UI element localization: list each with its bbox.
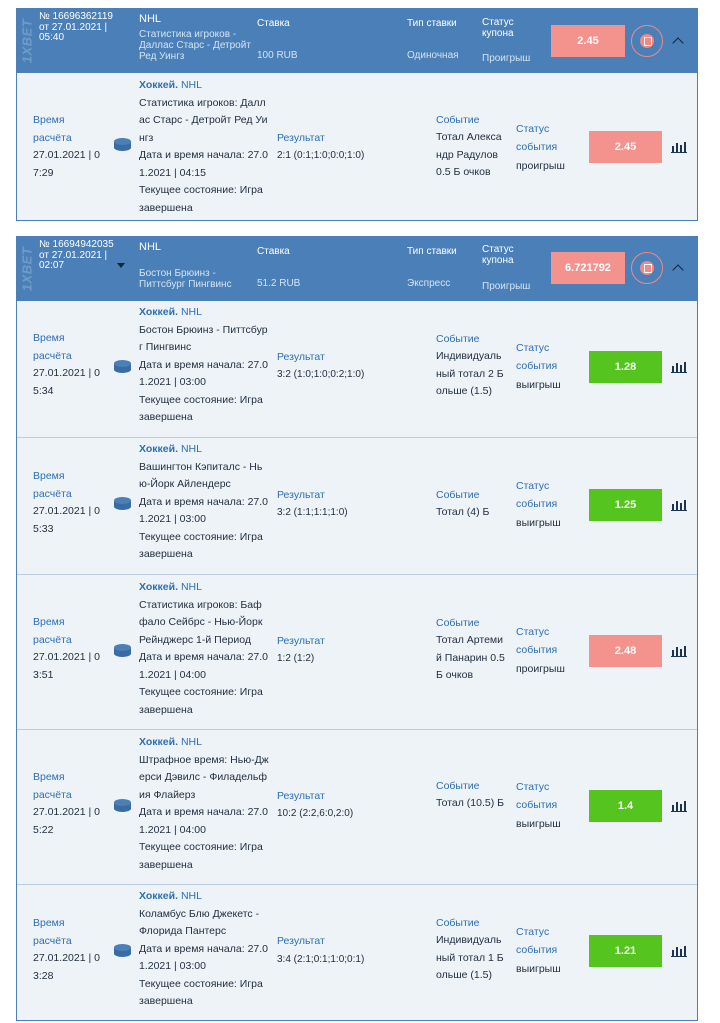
coupon-league: NHL: [139, 241, 162, 253]
result-value: 3:2 (1:0;1:0;0:2;1:0): [277, 369, 365, 380]
event-info: [139, 441, 269, 564]
coupon-total-odd: 6.721792: [551, 252, 625, 284]
stake-value: 51.2 RUB: [257, 278, 301, 289]
stats-chart-icon[interactable]: [671, 945, 687, 957]
event-status-value: выигрыш: [516, 517, 561, 529]
sport-name: Хоккей.: [139, 306, 179, 318]
trash-icon: [640, 34, 654, 48]
start-value: 27.01.2021 | 03:00: [139, 942, 268, 972]
events-list: [17, 73, 697, 220]
bet-type-label: Тип ставки: [407, 18, 457, 29]
event-row: [17, 574, 697, 729]
sport-name: Хоккей.: [139, 581, 179, 593]
state-value: Игра завершена: [139, 686, 263, 716]
bet-name: Тотал Артемий Панарин 0.5 Б очков: [436, 634, 505, 681]
match-name: Бостон Брюинз - Питтсбург Пингвинс: [139, 323, 268, 353]
event-status-label: Статус события: [516, 626, 558, 656]
bet-name: Индивидуальный тотал 1 Больше (1.5): [436, 934, 504, 981]
event-status-label: Статус события: [516, 926, 558, 956]
start-value: 27.01.2021 | 03:00: [139, 495, 268, 525]
result-label: Результат: [277, 351, 325, 363]
puck-icon: [114, 799, 131, 812]
state-value: Игра завершена: [139, 841, 263, 871]
result-label: Результат: [277, 935, 325, 947]
time-label: Время расчёта: [33, 616, 72, 646]
league-link[interactable]: NHL: [180, 443, 202, 455]
event-row: [17, 884, 697, 1020]
event-label: Событие: [436, 114, 480, 126]
event-status-value: проигрыш: [516, 160, 565, 172]
trash-icon: [640, 261, 654, 275]
stake-value: 100 RUB: [257, 50, 298, 61]
stats-chart-icon[interactable]: [671, 361, 687, 373]
state: [139, 976, 269, 1011]
delete-button[interactable]: [631, 252, 663, 284]
bet-name: Индивидуальный тотал 2 Больше (1.5): [436, 350, 504, 397]
puck-icon: [114, 497, 131, 510]
time-value: 27.01.2021 | 07:29: [33, 149, 100, 179]
stake-label: Ставка: [257, 18, 290, 29]
event-info: [139, 734, 269, 874]
bet-type-label: Тип ставки: [407, 246, 457, 257]
start-prefix: Дата и время начала:: [139, 651, 248, 663]
state-value: Игра завершена: [139, 977, 263, 1007]
time-label: Время расчёта: [33, 771, 72, 801]
brand-text: 1XBET: [19, 18, 35, 64]
state-prefix: Текущее состояние:: [139, 530, 240, 543]
time-label: Время расчёта: [33, 332, 72, 362]
sport-name: Хоккей.: [139, 736, 179, 748]
state-prefix: Текущее состояние:: [139, 393, 240, 406]
state-value: Игра завершена: [139, 393, 263, 423]
league-link[interactable]: NHL: [180, 306, 202, 318]
event-row: [17, 73, 697, 220]
event-odd: 2.45: [589, 131, 662, 163]
start-prefix: Дата и время начала:: [139, 358, 248, 371]
start-prefix: Дата и время начала:: [139, 942, 248, 955]
match-name: Статистика игроков: Даллас Старс - Детройт Ред Уингз: [139, 96, 268, 144]
start-value: 27.01.2021 | 03:00: [139, 358, 268, 388]
coupon-league: NHL: [139, 13, 162, 25]
puck-icon: [114, 138, 131, 151]
result-value: 10:2 (2:2,6:0,2:0): [277, 808, 354, 819]
event-odd: 1.28: [589, 351, 662, 383]
events-list: [17, 301, 697, 1020]
start-prefix: Дата и время начала:: [139, 149, 248, 161]
coupon-number: № 16696362119 от 27.01.2021 | 05:40: [39, 11, 113, 43]
coupon-status-label: Статус купона: [482, 17, 514, 39]
league-link[interactable]: NHL: [180, 79, 202, 91]
event-info: [139, 579, 269, 719]
brand-text: 1XBET: [19, 246, 35, 292]
brand-watermark: [17, 9, 37, 73]
caret-down-icon[interactable]: [117, 263, 125, 268]
coupon-header[interactable]: [17, 237, 697, 301]
sport-name: Хоккей.: [139, 890, 179, 902]
result-value: 2:1 (0:1;1:0;0:0;1:0): [277, 150, 365, 161]
result-label: Результат: [277, 132, 325, 144]
time-value: 27.01.2021 | 03:51: [33, 651, 100, 681]
event-status-value: выигрыш: [516, 963, 561, 975]
stats-chart-icon[interactable]: [671, 141, 687, 153]
match-name: Коламбус Блю Джекетс - Флорида Пантерс: [139, 907, 260, 937]
coupon-card: [16, 236, 698, 1021]
event-row: [17, 729, 697, 884]
event-info: [139, 888, 269, 1011]
state-value: Игра завершена: [139, 530, 263, 560]
chevron-up-icon[interactable]: [671, 261, 685, 275]
event-row: [17, 301, 697, 437]
state: [139, 529, 269, 564]
event-label: Событие: [436, 489, 480, 501]
start-time: [139, 649, 269, 684]
start-time: [139, 494, 269, 529]
state: [139, 839, 269, 874]
stats-chart-icon[interactable]: [671, 645, 687, 657]
start-prefix: Дата и время начала:: [139, 806, 248, 818]
state: [139, 182, 269, 217]
event-label: Событие: [436, 333, 480, 345]
coupon-number: № 16694942035 от 27.01.2021 | 02:07: [39, 239, 114, 271]
start-value: 27.01.2021 | 04:00: [139, 806, 268, 836]
puck-icon: [114, 644, 131, 657]
event-status-label: Статус события: [516, 781, 558, 811]
start-time: [139, 941, 269, 976]
result-label: Результат: [277, 489, 325, 501]
coupon-status-label: Статус купона: [482, 244, 514, 266]
stats-chart-icon[interactable]: [671, 499, 687, 511]
state: [139, 392, 269, 427]
stake-label: Ставка: [257, 246, 290, 257]
coupon-status-value: Проигрыш: [482, 53, 531, 64]
time-label: Время расчёта: [33, 114, 72, 144]
start-prefix: Дата и время начала:: [139, 495, 248, 508]
event-label: Событие: [436, 917, 480, 929]
bet-name: Тотал Александр Радулов 0.5 Б очков: [436, 131, 502, 178]
league-link[interactable]: NHL: [180, 736, 202, 748]
bet-type-value: Одиночная: [407, 50, 459, 61]
coupon-header[interactable]: [17, 9, 697, 73]
event-row: [17, 437, 697, 574]
event-odd: 1.25: [589, 489, 662, 521]
bet-type-value: Экспресс: [407, 278, 451, 289]
league-link[interactable]: NHL: [180, 890, 202, 902]
time-label: Время расчёта: [33, 917, 72, 947]
match-name: Штрафное время: Нью-Джерси Дэвилс - Филадельфия Флайерз: [139, 753, 269, 801]
start-value: 27.01.2021 | 04:15: [139, 149, 268, 179]
sport-name: Хоккей.: [139, 79, 179, 91]
event-odd: 1.21: [589, 935, 662, 967]
league-link[interactable]: NHL: [180, 581, 202, 593]
coupon-event: Бостон Брюинз - Питтсбург Пингвинс: [139, 268, 232, 290]
event-odd: 2.48: [589, 635, 662, 667]
start-time: [139, 357, 269, 392]
event-status-value: выигрыш: [516, 818, 561, 830]
event-odd: 1.4: [589, 790, 662, 822]
event-info: [139, 77, 269, 217]
coupon-event: Статистика игроков - Даллас Старс - Детройт Ред Уингз: [139, 29, 251, 62]
bet-name: Тотал (10.5) Б: [436, 797, 505, 809]
sport-name: Хоккей.: [139, 443, 179, 455]
event-status-value: выигрыш: [516, 379, 561, 391]
result-label: Результат: [277, 635, 325, 647]
event-status-label: Статус события: [516, 480, 558, 510]
state-prefix: Текущее состояние:: [139, 184, 240, 196]
match-name: Статистика игроков: Баффало Сейбрс - Нью-Йорк Рейнджерс 1-й Период: [139, 598, 263, 646]
time-value: 27.01.2021 | 05:33: [33, 505, 100, 535]
match-name: Вашингтон Кэпиталс - Нью-Йорк Айлендерс: [139, 460, 263, 490]
start-value: 27.01.2021 | 04:00: [139, 651, 268, 681]
event-label: Событие: [436, 780, 480, 792]
coupon-card: [16, 8, 698, 221]
coupon-status-value: Проигрыш: [482, 281, 531, 292]
chevron-up-icon[interactable]: [671, 34, 685, 48]
start-time: [139, 147, 269, 182]
event-status-label: Статус события: [516, 123, 558, 153]
result-value: 1:2 (1:2): [277, 653, 315, 664]
coupon-total-odd: 2.45: [551, 25, 625, 57]
start-time: [139, 804, 269, 839]
state-prefix: Текущее состояние:: [139, 977, 240, 990]
time-value: 27.01.2021 | 03:28: [33, 952, 100, 982]
event-status-value: проигрыш: [516, 663, 565, 675]
state-prefix: Текущее состояние:: [139, 686, 240, 698]
time-value: 27.01.2021 | 05:22: [33, 806, 100, 836]
puck-icon: [114, 944, 131, 957]
bet-name: Тотал (4) Б: [436, 506, 490, 518]
time-label: Время расчёта: [33, 470, 72, 500]
state-value: Игра завершена: [139, 184, 263, 214]
event-label: Событие: [436, 617, 480, 629]
result-value: 3:4 (2:1;0:1;1:0;0:1): [277, 954, 365, 965]
puck-icon: [114, 360, 131, 373]
stats-chart-icon[interactable]: [671, 800, 687, 812]
delete-button[interactable]: [631, 25, 663, 57]
result-label: Результат: [277, 790, 325, 802]
state-prefix: Текущее состояние:: [139, 841, 240, 853]
state: [139, 684, 269, 719]
time-value: 27.01.2021 | 05:34: [33, 367, 100, 397]
event-status-label: Статус события: [516, 342, 558, 372]
brand-watermark: [17, 237, 37, 301]
event-info: [139, 304, 269, 427]
result-value: 3:2 (1:1;1:1;1:0): [277, 507, 348, 518]
